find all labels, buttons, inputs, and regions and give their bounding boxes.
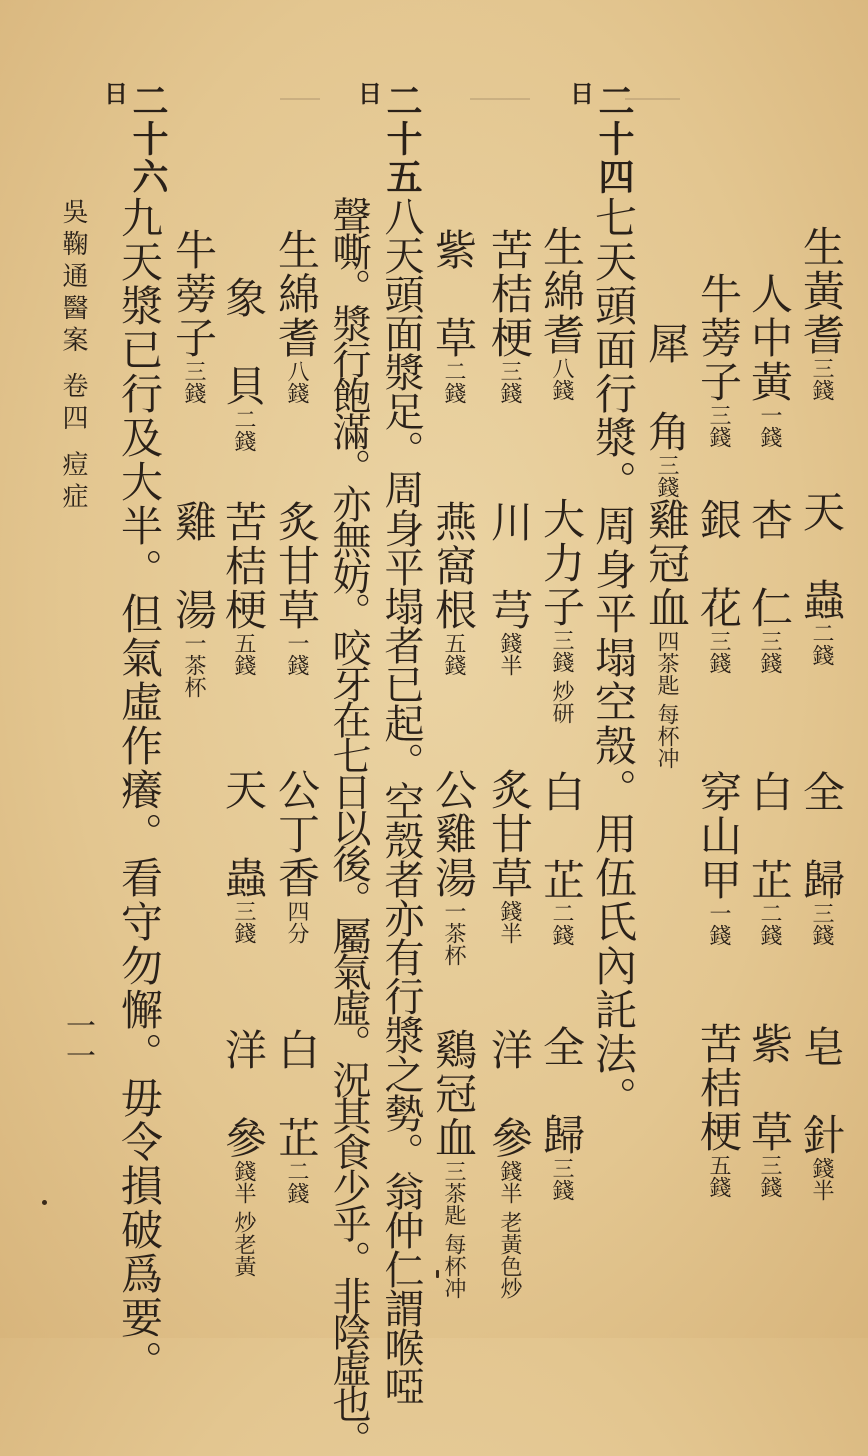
print-dot: [42, 1200, 47, 1205]
herb-col-11: [272, 228, 335, 1238]
herb-col-1: [797, 225, 860, 1235]
herb-entry: 全 歸三錢: [537, 1025, 586, 1201]
herb-entry: 杏 仁三錢: [745, 498, 794, 674]
herb-col-7: [485, 228, 548, 1299]
herb-entry: 燕窩根五錢: [429, 500, 478, 676]
herb-entry: 全 歸三錢: [797, 770, 846, 946]
day-25-ri: 日: [358, 79, 382, 108]
herb-entry: 天 蟲二錢: [797, 490, 846, 666]
herb-entry: 大力子三錢 炒研: [537, 497, 586, 724]
herb-entry: 洋 參錢半 炒老黃: [219, 1028, 268, 1277]
day-24-ri: 日: [570, 79, 594, 108]
herb-entry: 炙甘草錢半: [485, 768, 534, 944]
herb-entry: 銀 花三錢: [694, 498, 743, 674]
herb-entry: 象 貝二錢: [219, 276, 268, 452]
herb-col-2: [745, 272, 808, 1232]
herb-col-3: [694, 272, 757, 1232]
day-24-label: 二十四: [593, 82, 635, 196]
herb-entry: 穿山甲一錢: [694, 770, 743, 946]
print-dot: [436, 1270, 439, 1278]
herb-entry: 公雞湯一茶杯: [429, 768, 478, 966]
running-header: 吳鞠通醫案 卷四 痘症: [58, 198, 88, 515]
day-26-label: 二十六: [127, 82, 169, 196]
herb-entry: 生綿耆八錢: [272, 228, 321, 404]
page-number: 一一: [60, 1010, 95, 1070]
herb-entry: 牛蒡子三錢: [694, 272, 743, 448]
print-smudge: [470, 98, 530, 100]
herb-entry: 牛蒡子三錢: [169, 228, 218, 404]
herb-entry: 白 芷二錢: [745, 770, 794, 946]
herb-entry: 公丁香四分: [272, 768, 321, 944]
herb-entry: 雞冠血四茶匙 每杯冲: [642, 498, 691, 769]
herb-entry: 洋 參錢半 老黃色炒: [485, 1028, 534, 1299]
herb-entry: 生黃耆三錢: [797, 225, 846, 401]
herb-entry: 雞 湯一茶杯: [169, 500, 218, 698]
herb-entry: 生綿耆八錢: [537, 225, 586, 401]
herb-entry: 人中黃一錢: [745, 272, 794, 448]
herb-col-8: [429, 228, 492, 1299]
day-25-label: 二十五: [381, 82, 423, 196]
herb-col-13: [169, 228, 232, 748]
herb-col-6: [537, 225, 600, 1235]
herb-entry: 紫 草三錢: [745, 1022, 794, 1198]
day-26-ri: 日: [104, 79, 128, 108]
herb-col-4: [642, 322, 705, 769]
herb-entry: 苦桔梗三錢: [485, 228, 534, 404]
herb-entry: 苦桔梗五錢: [694, 1022, 743, 1198]
herb-entry: 川 芎錢半: [485, 500, 534, 676]
herb-entry: 苦桔梗五錢: [219, 500, 268, 676]
herb-entry: 天 蟲三錢: [219, 768, 268, 944]
herb-entry: 白 芷二錢: [272, 1028, 321, 1204]
day-26-text: 九天漿已行及大半。但氣虛作癢。看守勿懈。毋令損破爲要。: [115, 196, 164, 1384]
herb-entry: 鷄冠血三茶匙 每杯冲: [429, 1028, 478, 1299]
herb-entry: 炙甘草一錢: [272, 500, 321, 676]
herb-entry: 白 芷二錢: [537, 770, 586, 946]
day-24-text: 七天頭面行漿。周身平塌空殼。用伍氏內託法。: [589, 196, 638, 1120]
day-25-text-2: 聲嘶。漿行飽滿。亦無妨。咬牙在七日以後。屬氣虛。況其食少乎。非陰虛也。: [326, 196, 371, 1456]
day-25-text-1: 八天頭面漿足。周身平塌者已起。空殼者亦有行漿之勢。翁仲仁謂喉啞: [378, 196, 424, 1405]
herb-entry: 犀 角三錢: [642, 322, 691, 498]
herb-entry: 紫 草二錢: [429, 228, 478, 404]
print-smudge: [280, 98, 320, 100]
herb-entry: 皂 針錢半: [797, 1025, 846, 1201]
